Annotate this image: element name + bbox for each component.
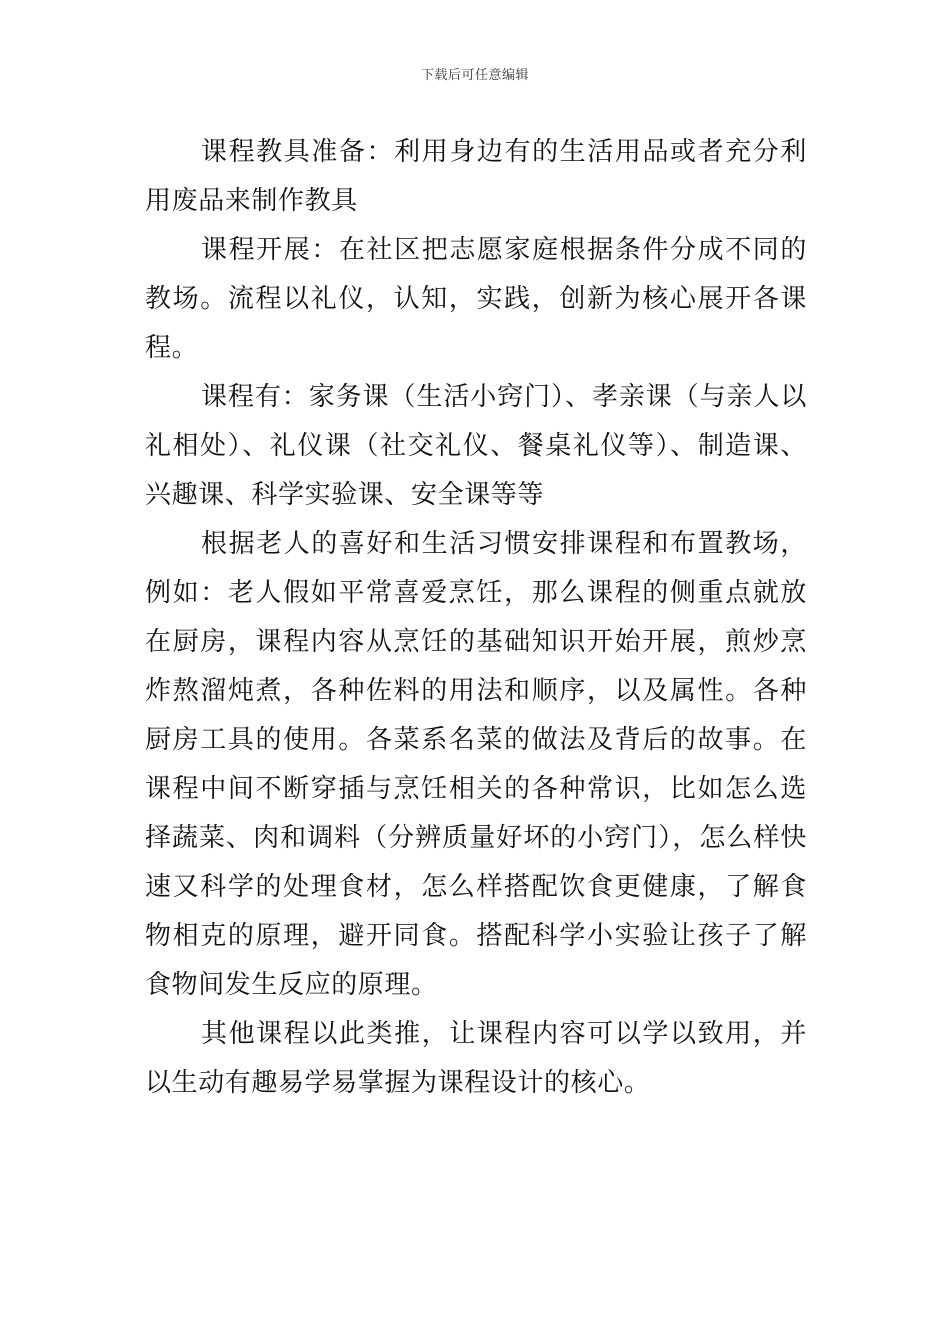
paragraph-teaching-aids: 课程教具准备：利用身边有的生活用品或者充分利用废品来制作教具: [145, 137, 807, 216]
paragraph-course-list: 课程有：家务课（生活小窍门）、孝亲课（与亲人以礼相处）、礼仪课（社交礼仪、餐桌礼仪等）、制造课、兴趣课、科学实验课、安全课等等: [145, 382, 807, 510]
paragraph-conclusion: 其他课程以此类推，让课程内容可以学以致用，并以生动有趣易学易掌握为课程设计的核心。: [145, 1019, 807, 1098]
paragraph-cooking-example: 根据老人的喜好和生活习惯安排课程和布置教场，例如：老人假如平常喜爱烹饪，那么课程的侧重点就放在厨房，课程内容从烹饪的基础知识开始开展，煎炒烹炸熬溜炖煮，各种佐料的用法和顺序，以及属性。各种厨房工具的使用。各菜系名菜的做法及背后的故事。在课程中间不断穿插与烹饪相关的各种常识，比如怎么选择蔬菜、肉和调料（分辨质量好坏的小窍门），怎么样快速又科学的处理食材，怎么样搭配饮食更健康，了解食物相克的原理，避开同食。搭配科学小实验让孩子了解食物间发生反应的原理。: [145, 529, 807, 1000]
paragraph-course-development: 课程开展：在社区把志愿家庭根据条件分成不同的教场。流程以礼仪，认知，实践，创新为核心展开各课程。: [145, 235, 807, 363]
page-header-note: 下载后可任意编辑: [420, 68, 529, 83]
document-body: [145, 128, 807, 1108]
